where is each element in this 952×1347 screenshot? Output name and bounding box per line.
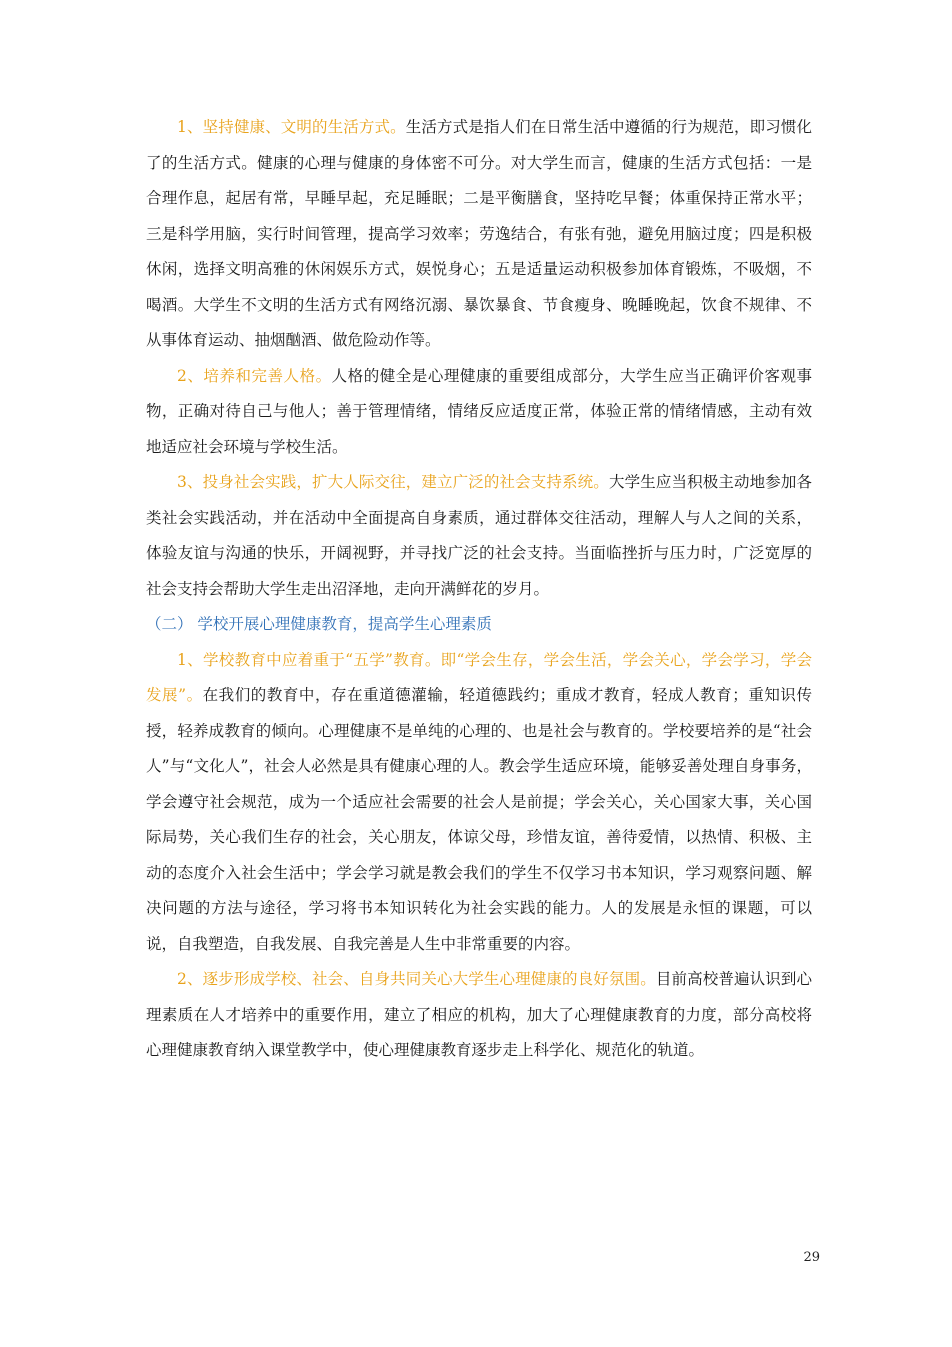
- paragraph-personality: [146, 359, 812, 466]
- paragraph-five-learnings: [146, 643, 812, 963]
- paragraph-body: 目前高校普遍认识到心理素质在人才培养中的重要作用，建立了相应的机构，加大了心理健康教育的力度，部分高校将心理健康教育纳入课堂教学中，使心理健康教育逐步走上科学化、规范化的轨道。: [146, 970, 812, 1059]
- paragraph-atmosphere: [146, 962, 812, 1069]
- paragraph-lead-heading: 2、培养和完善人格。: [177, 366, 332, 385]
- paragraph-body: 在我们的教育中，存在重道德灌输，轻道德践约；重成才教育，轻成人教育；重知识传授，轻养成教育的倾向。心理健康不是单纯的心理的、也是社会与教育的。学校要培养的是“社会人”与“文化人”，社会人必然是具有健康心理的人。教会学生适应环境，能够妥善处理自身事务，学会遵守社会规范，成为一个适应社会需要的社会人是前提；学会关心，关心国家大事，关心国际局势，关心我们生存的社会，关心朋友，体谅父母，珍惜友谊，善待爱情，以热情、积极、主动的态度介入社会生活中；学会学习就是教会我们的学生不仅学习书本知识，学习观察问题、解决问题的方法与途径，学习将书本知识转化为社会实践的能力。人的发展是永恒的课题，可以说，自我塑造，自我发展、自我完善是人生中非常重要的内容。: [146, 686, 812, 953]
- page-content: [146, 110, 812, 1069]
- paragraph-lead-heading: 2、逐步形成学校、社会、自身共同关心大学生心理健康的良好氛围。: [177, 970, 656, 988]
- paragraph-social-practice: [146, 465, 812, 607]
- paragraph-lead-heading: 1、学校教育中应着重于“五学”教育。即“学会生存，学会生活，学会关心，学会学习，学会发展”。: [146, 650, 812, 704]
- page-number: 29: [803, 1250, 820, 1265]
- paragraph-body: 大学生应当积极主动地参加各类社会实践活动，并在活动中全面提高自身素质，通过群体交往活动，理解人与人之间的关系，体验友谊与沟通的快乐，开阔视野，并寻找广泛的社会支持。当面临挫折与压力时，广泛宽厚的社会支持会帮助大学生走出沼泽地，走向开满鲜花的岁月。: [146, 473, 812, 598]
- paragraph-body: 生活方式是指人们在日常生活中遵循的行为规范，即习惯化了的生活方式。健康的心理与健康的身体密不可分。对大学生而言，健康的生活方式包括：一是合理作息，起居有常，早睡早起，充足睡眠；二是平衡膳食，坚持吃早餐；体重保持正常水平；三是科学用脑，实行时间管理，提高学习效率；劳逸结合，有张有弛，避免用脑过度；四是积极休闲，选择文明高雅的休闲娱乐方式，娱悦身心；五是适量运动积极参加体育锻炼，不吸烟，不喝酒。大学生不文明的生活方式有网络沉溺、暴饮暴食、节食瘦身、晚睡晚起，饮食不规律、不从事体育运动、抽烟酗酒、做危险动作等。: [146, 118, 812, 349]
- paragraph-lead-heading: 3、投身社会实践，扩大人际交往，建立广泛的社会支持系统。: [177, 473, 609, 491]
- paragraph-lifestyle: [146, 110, 812, 359]
- paragraph-body: 人格的健全是心理健康的重要组成部分，大学生应当正确评价客观事物，正确对待自己与他人；善于管理情绪，情绪反应适度正常，体验正常的情绪情感，主动有效地适应社会环境与学校生活。: [146, 366, 812, 456]
- paragraph-lead-heading: 1、坚持健康、文明的生活方式。: [177, 118, 406, 136]
- section-heading: （二） 学校开展心理健康教育，提高学生心理素质: [146, 615, 492, 633]
